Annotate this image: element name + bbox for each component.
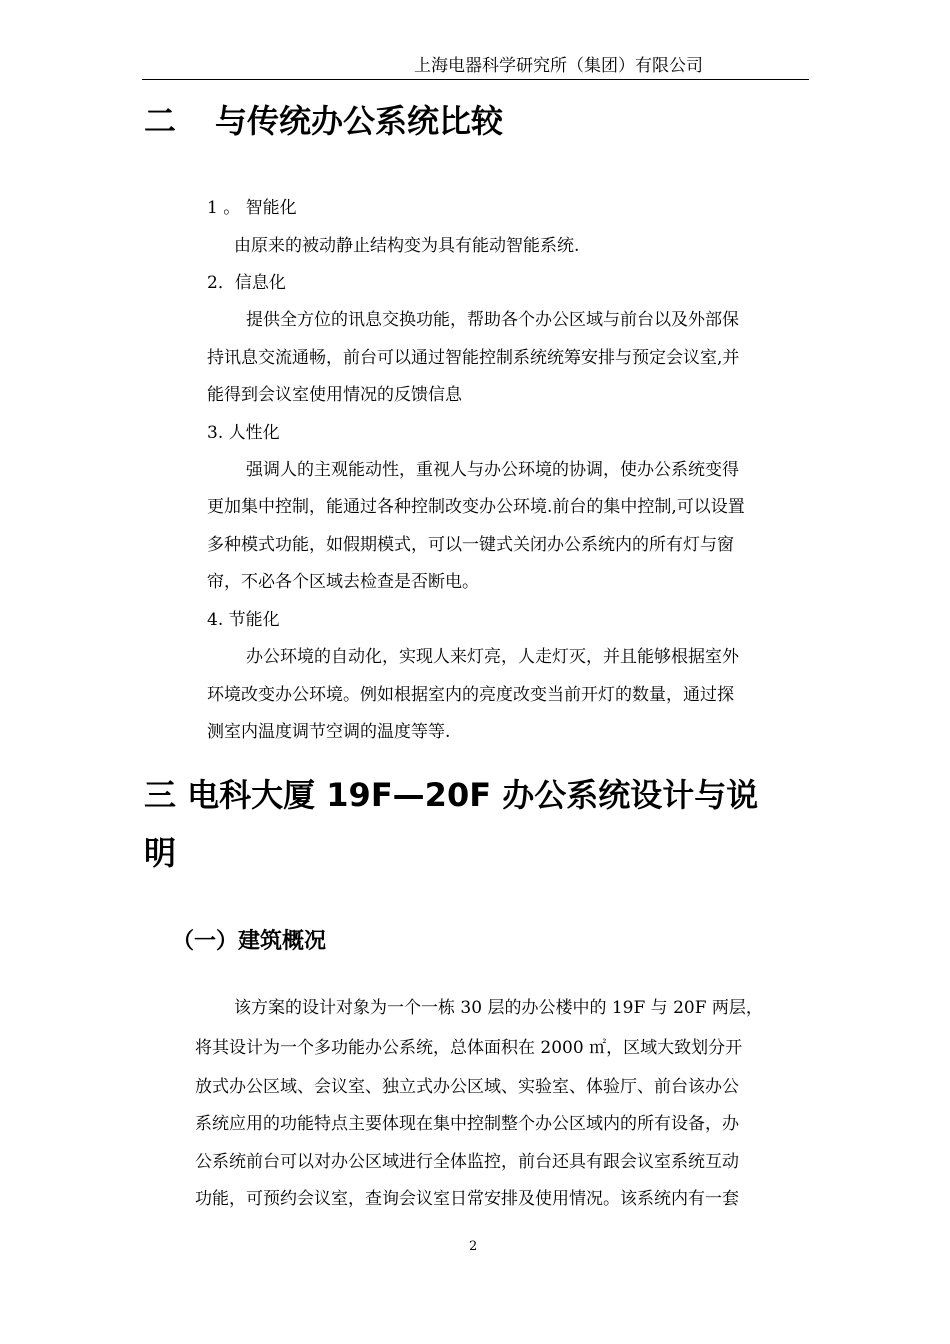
subsection-line-6: 功能，可预约会议室，查询会议室日常安排及使用情况。该系统内有一套 <box>195 1189 739 1209</box>
page-number: 2 <box>469 1239 478 1254</box>
subsection-line-2: 将其设计为一个多功能办公系统，总体面积在 2000 ㎡，区域大致划分开 <box>195 1038 743 1058</box>
item-2-line-2: 持讯息交流通畅，前台可以通过智能控制系统统筹安排与预定会议室,并 <box>207 348 740 368</box>
item-3-line-3: 多种模式功能，如假期模式，可以一键式关闭办公系统内的所有灯与窗 <box>207 535 734 555</box>
section-3-title-line-1: 三 电科大厦 19F—20F 办公系统设计与说 <box>144 776 759 814</box>
header-company-name: 上海电器科学研究所（集团）有限公司 <box>414 56 703 76</box>
section-3-title-line-2: 明 <box>144 834 177 872</box>
subsection-line-5: 公系统前台可以对办公区域进行全体监控，前台还具有跟会议室系统互动 <box>195 1152 739 1172</box>
subsection-line-3: 放式办公区域、会议室、独立式办公区域、实验室、体验厅、前台该办公 <box>195 1077 739 1097</box>
item-2-label: 2．信息化 <box>207 273 286 293</box>
item-3-label: 3. 人性化 <box>207 423 280 443</box>
item-1-label: 1 。 智能化 <box>207 198 297 218</box>
item-4-line-2: 环境改变办公环境。例如根据室内的亮度改变当前开灯的数量，通过探 <box>207 685 734 705</box>
section-2-number: 二 <box>144 102 177 140</box>
section-2-title: 与传统办公系统比较 <box>215 102 504 140</box>
item-4-label: 4. 节能化 <box>207 610 280 630</box>
header-divider <box>142 79 809 80</box>
item-1-line-1: 由原来的被动静止结构变为具有能动智能系统. <box>234 236 580 256</box>
item-3-line-4: 帘，不必各个区域去检查是否断电。 <box>207 572 479 592</box>
subsection-line-1: 该方案的设计对象为一个一栋 30 层的办公楼中的 19F 与 20F 两层， <box>234 998 763 1018</box>
subsection-title: （一）建筑概况 <box>172 929 327 954</box>
item-4-line-3: 测室内温度调节空调的温度等等. <box>207 722 451 742</box>
item-4-line-1: 办公环境的自动化，实现人来灯亮，人走灯灭，并且能够根据室外 <box>246 647 739 667</box>
subsection-line-4: 系统应用的功能特点主要体现在集中控制整个办公区域内的所有设备，办 <box>195 1114 739 1134</box>
item-3-line-2: 更加集中控制，能通过各种控制改变办公环境.前台的集中控制,可以设置 <box>207 497 745 517</box>
item-2-line-3: 能得到会议室使用情况的反馈信息 <box>207 385 462 405</box>
item-2-line-1: 提供全方位的讯息交换功能，帮助各个办公区域与前台以及外部保 <box>246 310 739 330</box>
item-3-line-1: 强调人的主观能动性，重视人与办公环境的协调，使办公系统变得 <box>246 460 739 480</box>
